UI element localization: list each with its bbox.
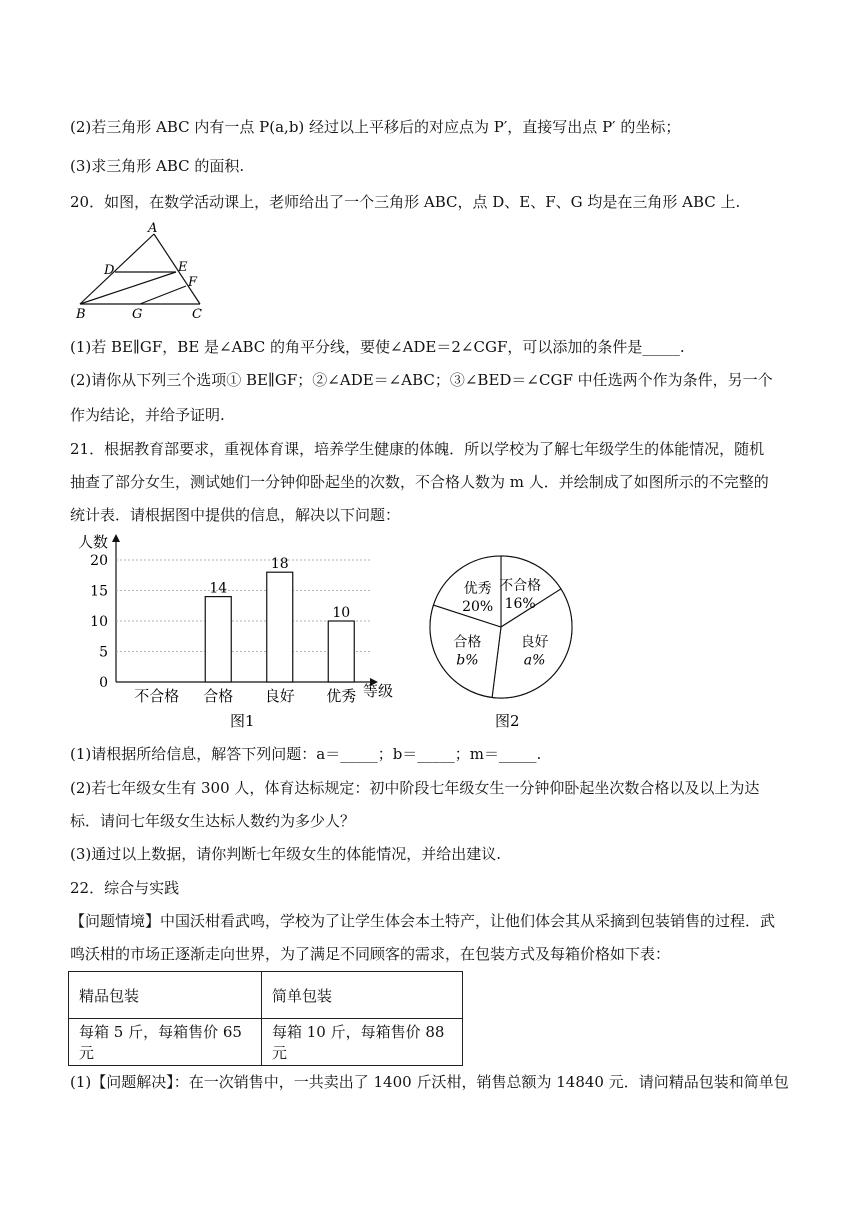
pie-slice-name: 不合格 [499,578,542,595]
q22-stem: 22．综合与实践 [70,879,180,897]
pie-slice-name: 良好 [520,634,549,651]
bar-ylabel: 人数 [78,533,109,551]
label-d: D [104,263,115,278]
bar-y-axis-arrow [112,534,120,542]
bar-y-tick-label: 5 [99,644,108,661]
bar-y-tick-label: 15 [90,583,108,600]
q21-part2-line2: 标．请问七年级女生达标人数约为多少人？ [70,812,356,830]
q19-part2: (2)若三角形 ABC 内有一点 P(a,b) 经过以上平移后的对应点为 P′，直接写出点 P′ 的坐标； [70,118,681,136]
q19-part3: (3)求三角形 ABC 的面积. [70,157,245,175]
label-c: C [192,307,202,322]
bar-xlabel: 等级 [363,682,394,700]
pie-title: 图2 [495,712,520,730]
q20-stem: 20．如图，在数学活动课上，老师给出了一个三角形 ABC，点 D、E、F、G 均是在三角形 ABC 上. [70,193,741,211]
bar-y-tick-label: 10 [90,614,108,630]
bar [328,621,354,682]
q21-part1: (1)请根据所给信息，解答下列问题：a＝_____；b＝_____；m＝_____. [70,745,542,763]
bar-title: 图1 [230,712,255,730]
table-header-premium: 精品包装 [69,972,262,1019]
label-b: B [76,307,86,322]
table-row [69,1019,463,1066]
bar-y-tick-label: 20 [90,553,108,569]
bar-data-label: 14 [209,580,228,597]
pie-chart [428,532,578,732]
table-cell-simple: 每箱 10 斤，每箱售价 88 元 [262,1019,463,1066]
pie-slice-label: 20% [462,598,494,615]
packaging-table [68,971,463,1066]
pie-slice-label: b% [456,652,479,669]
q20-triangle-figure [72,222,212,322]
pie-slice-name: 优秀 [463,580,492,597]
q21-stem-line1: 21．根据教育部要求，重视体育课，培养学生健康的体魄．所以学校为了解七年级学生的体能情况，随机 [70,440,765,458]
table-header-simple: 简单包装 [262,972,463,1019]
label-a: A [148,222,158,236]
pie-slice-label: 16% [504,596,536,613]
q20-part2-line2: 作为结论，并给予证明. [70,406,225,424]
bar-category-label: 合格 [203,687,234,705]
pie-slice-name: 合格 [453,634,482,651]
bar-chart [70,532,410,732]
label-f: F [188,275,198,290]
bar [267,572,293,682]
q21-part3: (3)通过以上数据，请你判断七年级女生的体能情况，并给出建议. [70,845,502,863]
bar [205,597,231,682]
bar-data-label: 18 [270,556,289,573]
label-g: G [132,307,143,322]
pie-slice-label: a% [523,652,546,669]
q21-part2-line1: (2)若七年级女生有 300 人，体育达标规定：初中阶段七年级女生一分钟仰卧起坐次数合格以及以上为达 [70,779,760,797]
bar-category-label: 不合格 [134,687,180,705]
bar-category-label: 优秀 [326,687,357,705]
q21-stem-line2: 抽查了部分女生，测试她们一分钟仰卧起坐的次数，不合格人数为 m 人．并绘制成了如图所示的不完整的 [70,473,769,491]
bar-category-label: 良好 [264,687,295,705]
q20-part2-line1: (2)请你从下列三个选项① BE∥GF；②∠ADE＝∠ABC；③∠BED＝∠CGF 中任选两个作为条件，另一个 [70,371,773,389]
table-header-row [69,972,463,1019]
q22-part1: (1)【问题解决】：在一次销售中，一共卖出了 1400 斤沃柑，销售总额为 14840 元．请问精品包装和简单包 [70,1073,789,1091]
q22-context-line2: 鸣沃柑的市场正逐渐走向世界，为了满足不同顾客的需求，在包装方式及每箱价格如下表： [70,945,671,963]
q21-stem-line3: 统计表．请根据图中提供的信息，解决以下问题： [70,506,401,524]
q22-context-line1: 【问题情境】中国沃柑看武鸣，学校为了让学生体会本土特产，让他们体会其从采摘到包装销售的过程．武 [70,912,776,930]
bar-data-label: 10 [332,605,351,621]
label-e: E [178,260,188,275]
bar-y-tick-label: 0 [99,675,108,691]
q20-part1: (1)若 BE∥GF，BE 是∠ABC 的角平分线，要使∠ADE＝2∠CGF，可以添加的条件是_____. [70,338,685,356]
table-cell-premium: 每箱 5 斤，每箱售价 65 元 [69,1019,262,1066]
